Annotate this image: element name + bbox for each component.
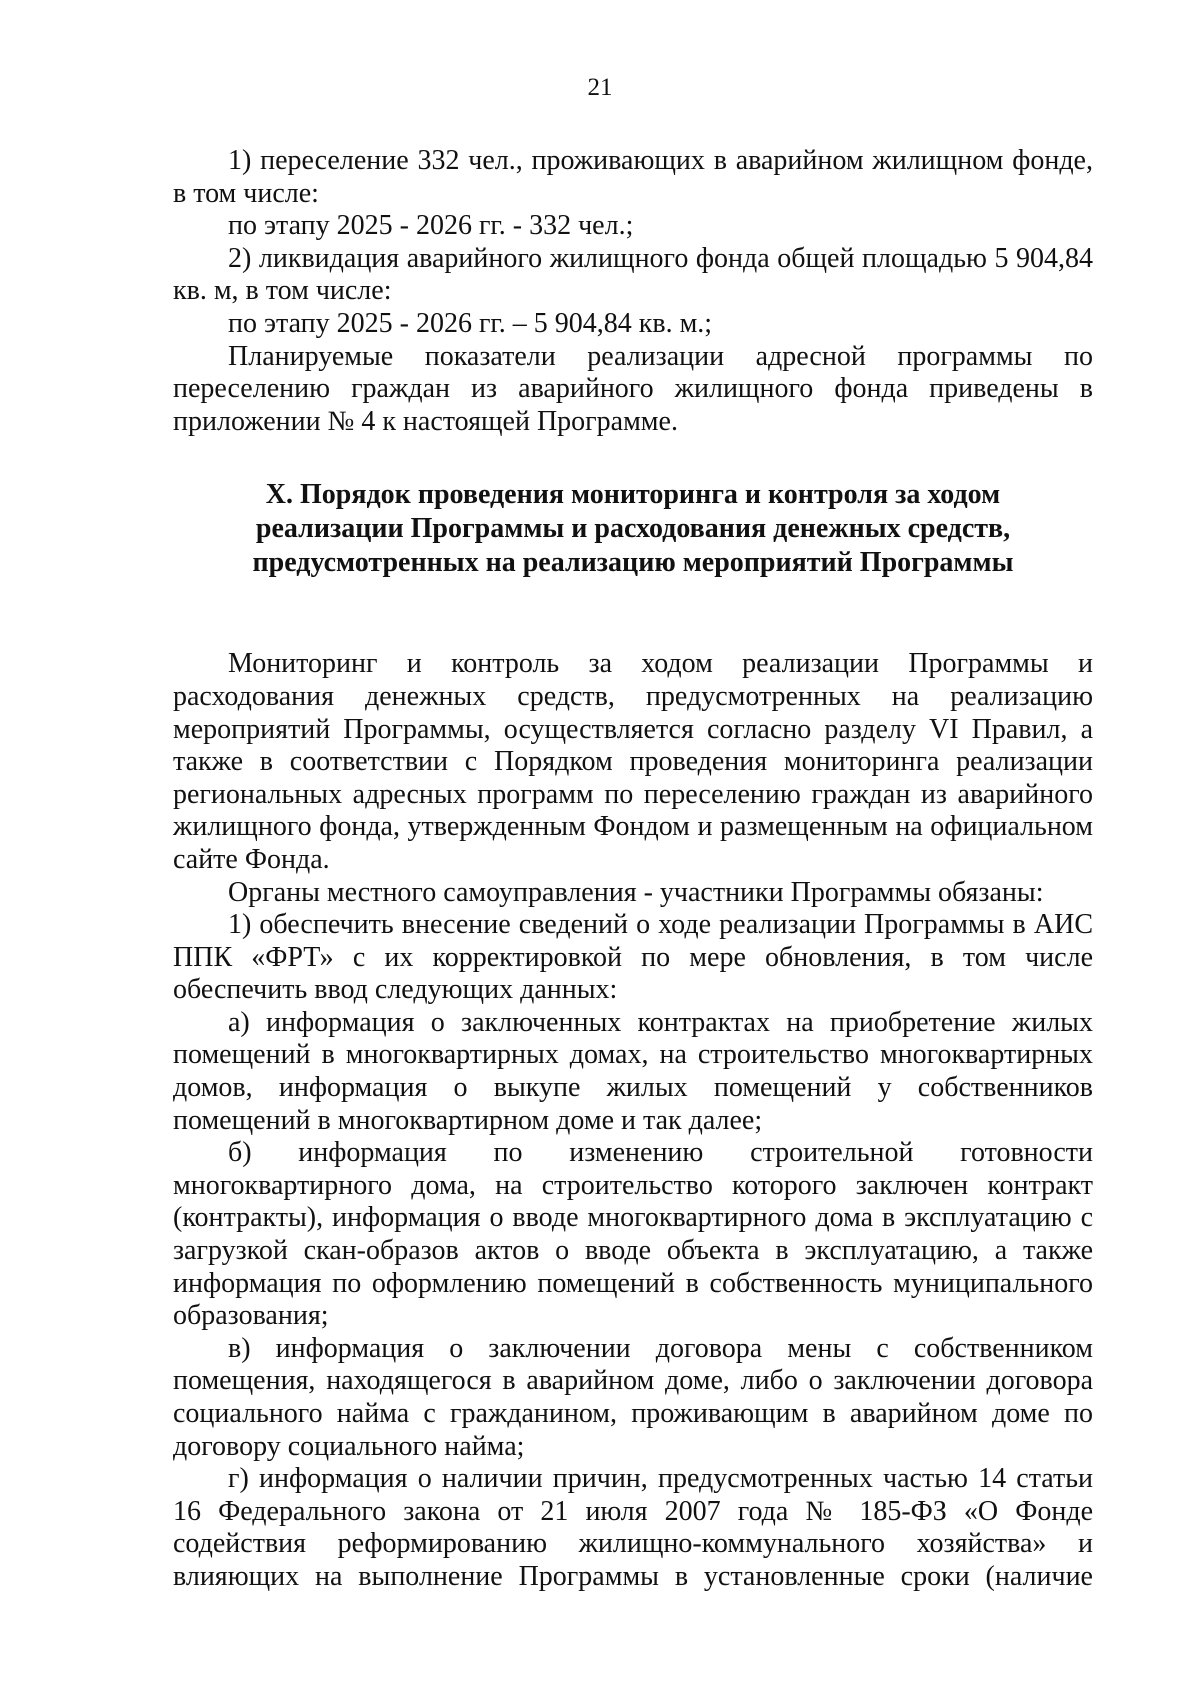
paragraph-resettlement-count: 1) переселение 332 чел., проживающих в аварийном жилищном фонде, в том числе:: [173, 145, 1093, 209]
paragraph-item-v: в) информация о заключении договора мены с собственником помещения, находящегося в аварийном доме, либо о заключении договора социального найма с гражданином, проживающим в аварийном доме по договору социального найма;: [173, 1332, 1093, 1462]
paragraph-liquidation-area: 2) ликвидация аварийного жилищного фонда общей площадью 5 904,84 кв. м, в том числе:: [173, 242, 1093, 307]
paragraph-item-b: б) информация по изменению строительной готовности многоквартирного дома, на строительство которого заключен контракт (контракты), информация о вводе многоквартирного дома в эксплуатацию с загрузкой скан-образов актов о вводе объекта в эксплуатацию, а также информация по оформлению помещений в собственность муниципального образования;: [173, 1137, 1093, 1332]
section-heading-line-1: X. Порядок проведения мониторинга и контроля за ходом: [265, 479, 1001, 511]
paragraph-item-1: 1) обеспечить внесение сведений о ходе реализации Программы в АИС ППК «ФРТ» с их корректировкой по мере обновления, в том числе обеспечить ввод следующих данных:: [173, 909, 1093, 1006]
section-heading-line-2: реализации Программы и расходования денежных средств,: [255, 513, 1011, 545]
paragraph-planned-indicators: Планируемые показатели реализации адресной программы по переселению граждан из аварийного жилищного фонда приведены в приложении № 4 к настоящей Программе.: [173, 340, 1093, 437]
paragraph-stage-area: по этапу 2025 - 2026 гг. – 5 904,84 кв. м.;: [228, 307, 713, 339]
section-heading-line-3: предусмотренных на реализацию мероприятий Программы: [252, 547, 1014, 579]
section-heading: [173, 478, 1093, 580]
paragraph-stage-people: по этапу 2025 - 2026 гг. - 332 чел.;: [228, 210, 634, 242]
page-number: 21: [587, 74, 613, 101]
paragraph-local-authorities: Органы местного самоуправления - участники Программы обязаны:: [228, 876, 1044, 908]
paragraph-item-g: г) информация о наличии причин, предусмотренных частью 14 статьи 16 Федерального закона от 21 июля 2007 года № 185-ФЗ «О Фонде содействия реформированию жилищно-коммунального хозяйства» и влияющих на выполнение Программы в установленные сроки (наличие: [173, 1463, 1093, 1592]
paragraph-monitoring: Мониторинг и контроль за ходом реализации Программы и расходования денежных средств, предусмотренных на реализацию мероприятий Программы, осуществляется согласно разделу VI Правил, а также в соответствии с Порядком проведения мониторинга реализации региональных адресных программ по переселению граждан из аварийного жилищного фонда, утвержденным Фондом и размещенным на официальном сайте Фонда.: [173, 648, 1093, 875]
document-body: [173, 145, 1093, 1594]
paragraph-item-a: а) информация о заключенных контрактах на приобретение жилых помещений в многоквартирных домах, на строительство многоквартирных домов, информация о выкупе жилых помещений у собственников помещений в многоквартирном доме и так далее;: [173, 1006, 1093, 1136]
